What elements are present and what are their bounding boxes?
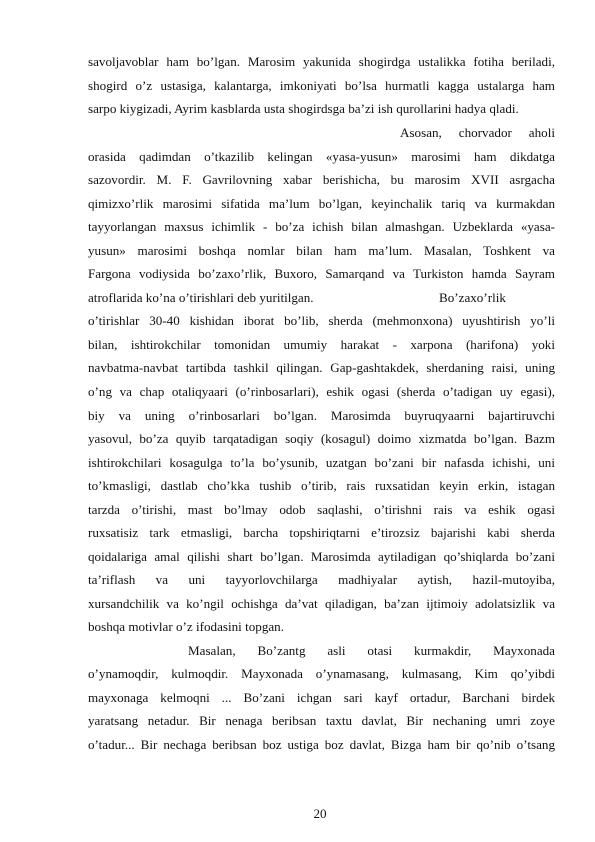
text-line: yaratsang netadur. Bir nenaga beribsan taxtu davlat, Bir nechaning umri zoye (88, 713, 555, 728)
text-line: orasida qadimdan o’tkazilib kelingan «yasa-yusun» marosimi ham dikdatga (88, 149, 555, 164)
text-line: o’tadur... Bir nechaga beribsan boz ustiga boz davlat, Bizga ham bir qo’nib o’tsang (88, 737, 555, 752)
text-line: Masalan, Bo’zantg asli otasi kurmakdir, Mayxonada (188, 643, 555, 658)
text-line: o’ng va chap otaliqyaari (o’rinbosarlari), eshik ogasi (sherda o’tadigan uy egasi), (88, 384, 555, 399)
text-line: bilan, ishtirokchilar tomonidan umumiy harakat - xarpona (harifona) yoki (88, 337, 555, 352)
text-line: boshqa motivlar o’z ifodasini topgan. (88, 619, 285, 634)
text-line: yasovul, bo’za quyib tarqatadigan soqiy (kosagul) doimo xizmatda bo’lgan. Bazm (88, 431, 555, 446)
text-line: o’tirishlar 30-40 kishidan iborat bo’lib, sherda (mehmonxona) uyushtirish yo’li (88, 313, 555, 328)
text-line: sazovordir. M. F. Gavrilovning xabar berishicha, bu marosim XVII asrgacha (88, 172, 555, 187)
text-line: qoidalariga amal qilishi shart bo’lgan. Marosimda aytiladigan qo’shiqlarda bo’zani (88, 549, 555, 564)
text-line: navbatma-navbat tartibda tashkil qilingan. Gap-gashtakdek, sherdaning raisi, uning (88, 360, 555, 375)
text-line: to’kmasligi, dastlab cho’kka tushib o’tirib, rais ruxsatidan keyin erkin, istagan (88, 478, 555, 493)
text-line: biy va uning o’rinbosarlari bo’lgan. Marosimda buyruqyaarni bajartiruvchi (88, 408, 555, 423)
text-line: ta’riflash va uni tayyorlovchilarga madhiyalar aytish, hazil-mutoyiba, (88, 572, 555, 587)
text-line: savoljavoblar ham bo’lgan. Marosim yakunida shogirdga ustalikka fotiha beriladi, (88, 54, 555, 69)
text-line: shogird o’z ustasiga, kalantarga, imkoniyati bo’lsa hurmatli kagga ustalarga ham (88, 78, 555, 93)
text-line: atroflarida ko’na o’tirishlari deb yuritilgan. (88, 290, 314, 305)
text-line: o’ynamoqdir, kulmoqdir. Mayxonada o’ynamasang, kulmasang, Kim qo’yibdi (88, 666, 555, 681)
text-line: Bo’zaxo’rlik (439, 290, 506, 305)
text-line: ishtirokchilari kosagulga to’la bo’ysunib, uzatgan bo’zani bir nafasda ichishi, uni (88, 455, 555, 470)
text-line: mayxonaga kelmoqni ... Bo’zani ichgan sari kayf ortadur, Barchani birdek (88, 690, 555, 705)
text-line: sarpo kiygizadi, Ayrim kasblarda usta shogirdsga ba’zi ish qurollarini hadya qladi. (88, 101, 519, 116)
text-line: qimizxo’rlik marosimi sifatida ma’lum bo’lgan, keyinchalik tariq va kurmakdan (88, 196, 555, 211)
text-line: tayyorlangan maxsus ichimlik - bo’za ichish bilan almashgan. Uzbeklarda «yasa- (88, 219, 555, 234)
text-line: yusun» marosimi boshqa nomlar bilan ham ma’lum. Masalan, Toshkent va (88, 243, 555, 258)
text-line: xursandchilik va ko’ngil ochishga da’vat qiladigan, ba’zan ijtimoiy adolatsizlik va (88, 596, 555, 611)
text-line: Asosan, chorvador aholi (400, 125, 555, 140)
text-line: tarzda o’tirishi, mast bo’lmay odob saqlashi, o’tirishni rais va eshik ogasi (88, 502, 555, 517)
text-line: ruxsatisiz tark etmasligi, barcha topshiriqtarni e’tirozsiz bajarishi kabi sherda (88, 525, 555, 540)
text-line: Fargona vodiysida bo’zaxo’rlik, Buxoro, Samarqand va Turkiston hamda Sayram (88, 266, 555, 281)
page-number: 20 (313, 806, 327, 821)
